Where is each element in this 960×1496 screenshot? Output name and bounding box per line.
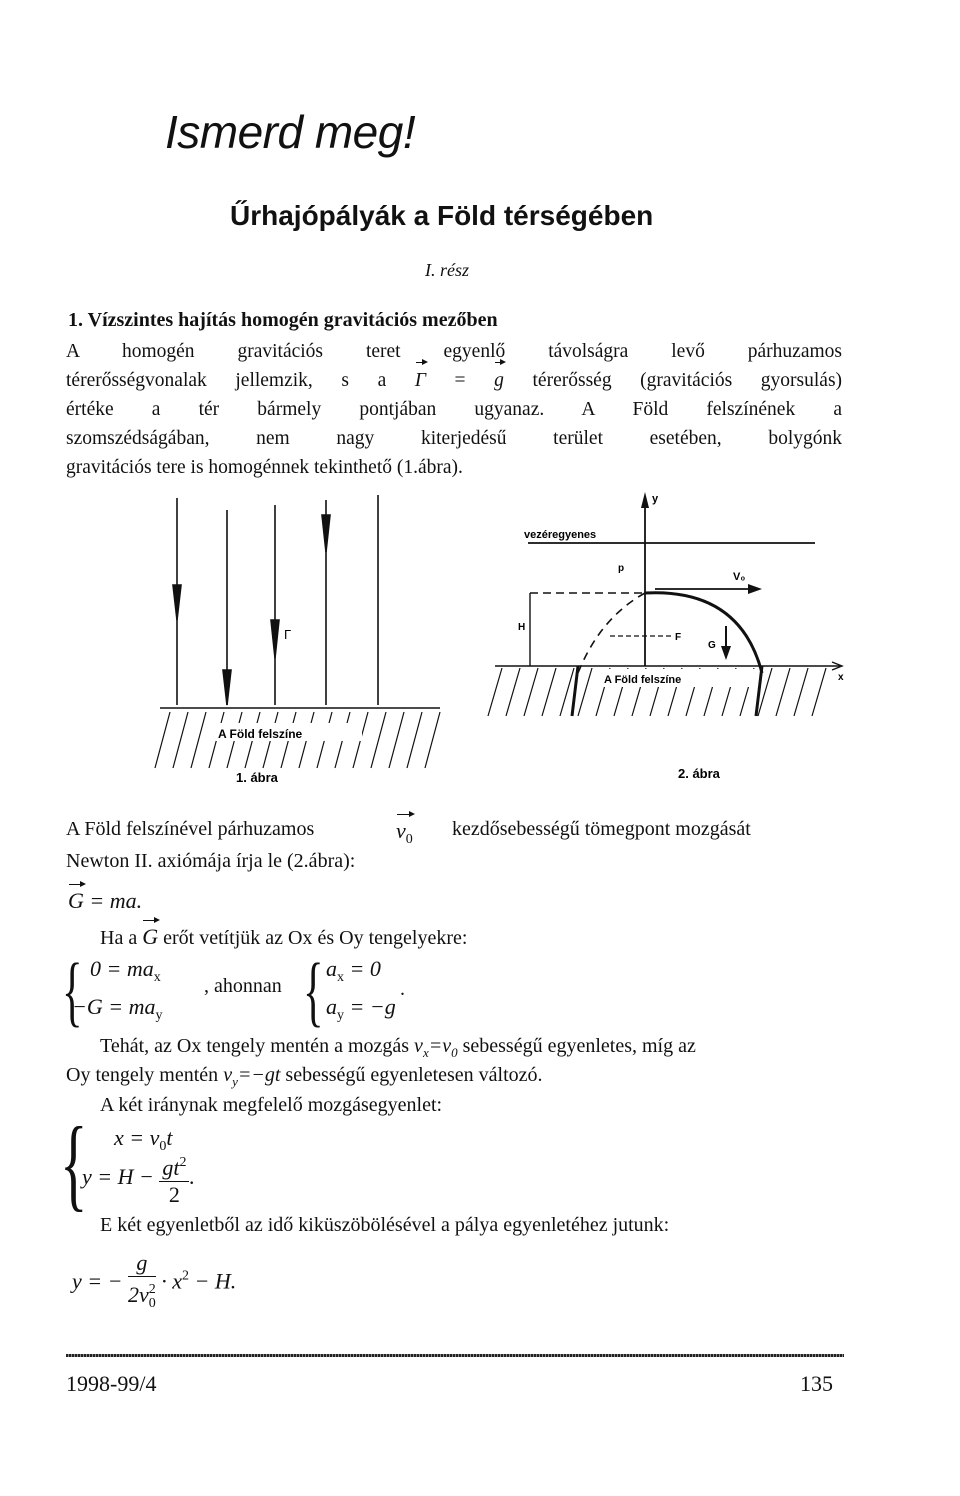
- system-row: $x = v_0t$: [114, 1125, 173, 1154]
- page-title: Ismerd meg!: [165, 106, 416, 158]
- v0-label: V₀: [733, 571, 746, 583]
- trajectory-equation: y = − $\frac{g}{2v_0^2}$ · $x^2 - H$.: [72, 1250, 236, 1317]
- intro-paragraph: [66, 337, 842, 482]
- intro-line: térerősségvonalak jellemzik, s a Γ = g térerősség (gravitációs gyorsulás): [66, 366, 842, 395]
- gamma-vector: Γ: [415, 366, 426, 395]
- body-line: kezdősebességű tömegpont mozgását: [452, 818, 751, 840]
- x-label: x: [838, 672, 844, 683]
- body-line: A két iránynak megfelelő mozgásegyenlet:: [100, 1094, 443, 1116]
- p-label: p: [618, 563, 625, 574]
- left-brace: {: [60, 1106, 88, 1221]
- part-label: I. rész: [425, 260, 469, 280]
- newton-equation: G = ma.: [68, 888, 143, 913]
- body-line: Oy tengely mentén $v_y=-gt$ sebességű egyenletesen változó.: [66, 1064, 543, 1089]
- intro-line: gravitációs tere is homogénnek tekinthető (1.ábra).: [66, 457, 463, 478]
- figure-1: [140, 490, 450, 790]
- body-line: Ha a G erőt vetítjük az Ox és Oy tengelyekre:: [100, 924, 468, 949]
- fraction: $\frac{gt^2}{2}$: [159, 1150, 189, 1208]
- v0-vector-symbol: $v_0$: [396, 818, 413, 847]
- issue-number: 1998-99/4: [66, 1371, 157, 1396]
- system-row: $a_x = 0$: [326, 956, 381, 985]
- system-row: y = H − $\frac{gt^2}{2}$ .: [82, 1150, 195, 1208]
- figure-1-caption: 1. ábra: [236, 770, 278, 785]
- h-label: H: [518, 622, 526, 633]
- page-number: 135: [800, 1371, 833, 1396]
- ahonnan-text: , ahonnan: [204, 975, 282, 997]
- gamma-label: Γ: [284, 627, 292, 642]
- intro-line: A homogén gravitációs teret egyenlő távolságra levő párhuzamos: [66, 341, 842, 362]
- body-line: A Föld felszínével párhuzamos: [66, 818, 315, 840]
- figure-2: [480, 488, 850, 788]
- field-arrow: [271, 620, 279, 658]
- ground-label: A Föld felszíne: [218, 727, 303, 741]
- system-row: $0 = ma_x$: [90, 956, 161, 985]
- field-arrow: [173, 585, 181, 620]
- field-arrow: [322, 515, 330, 552]
- body-line: Tehát, az Ox tengely mentén a mozgás $v_x=v_0$ sebességű egyenletes, míg az: [100, 1035, 696, 1060]
- intro-line: szomszédságában, nem nagy kiterjedésű terület esetében, bolygónk: [66, 428, 842, 449]
- left-brace: {: [303, 947, 324, 1034]
- left-brace: {: [62, 947, 83, 1034]
- system-row: $a_y = -g$: [326, 994, 396, 1023]
- y-axis-arrow: [641, 492, 649, 508]
- y-label: y: [652, 493, 659, 505]
- system-row: $-G = ma_y$: [72, 994, 163, 1023]
- footer-rule: [66, 1354, 844, 1357]
- period: .: [400, 978, 405, 1000]
- figure-2-caption: 2. ábra: [678, 766, 720, 781]
- directrix-label: vezéregyenes: [524, 529, 597, 541]
- trajectory-curve: [645, 593, 762, 673]
- body-line: Newton II. axiómája írja le (2.ábra):: [66, 850, 356, 872]
- ground-label: A Föld felszíne: [604, 674, 682, 686]
- trajectory-dashed: [578, 593, 645, 673]
- field-arrow: [223, 670, 231, 705]
- body-line: E két egyenletből az idő kiküszöbölésével a pálya egyenletéhez jutunk:: [100, 1214, 670, 1236]
- f-label: F: [675, 632, 682, 643]
- g-label: G: [708, 640, 716, 651]
- section-heading: 1. Vízszintes hajítás homogén gravitációs mezőben: [68, 309, 498, 331]
- article-title: Űrhajópályák a Föld térségében: [230, 200, 654, 231]
- intro-line: értéke a tér bármely pontjában ugyanaz. A Föld felszínének a: [66, 399, 842, 420]
- fraction: $\frac{g}{2v_0^2}$: [127, 1250, 156, 1311]
- g-vector: g: [494, 366, 504, 395]
